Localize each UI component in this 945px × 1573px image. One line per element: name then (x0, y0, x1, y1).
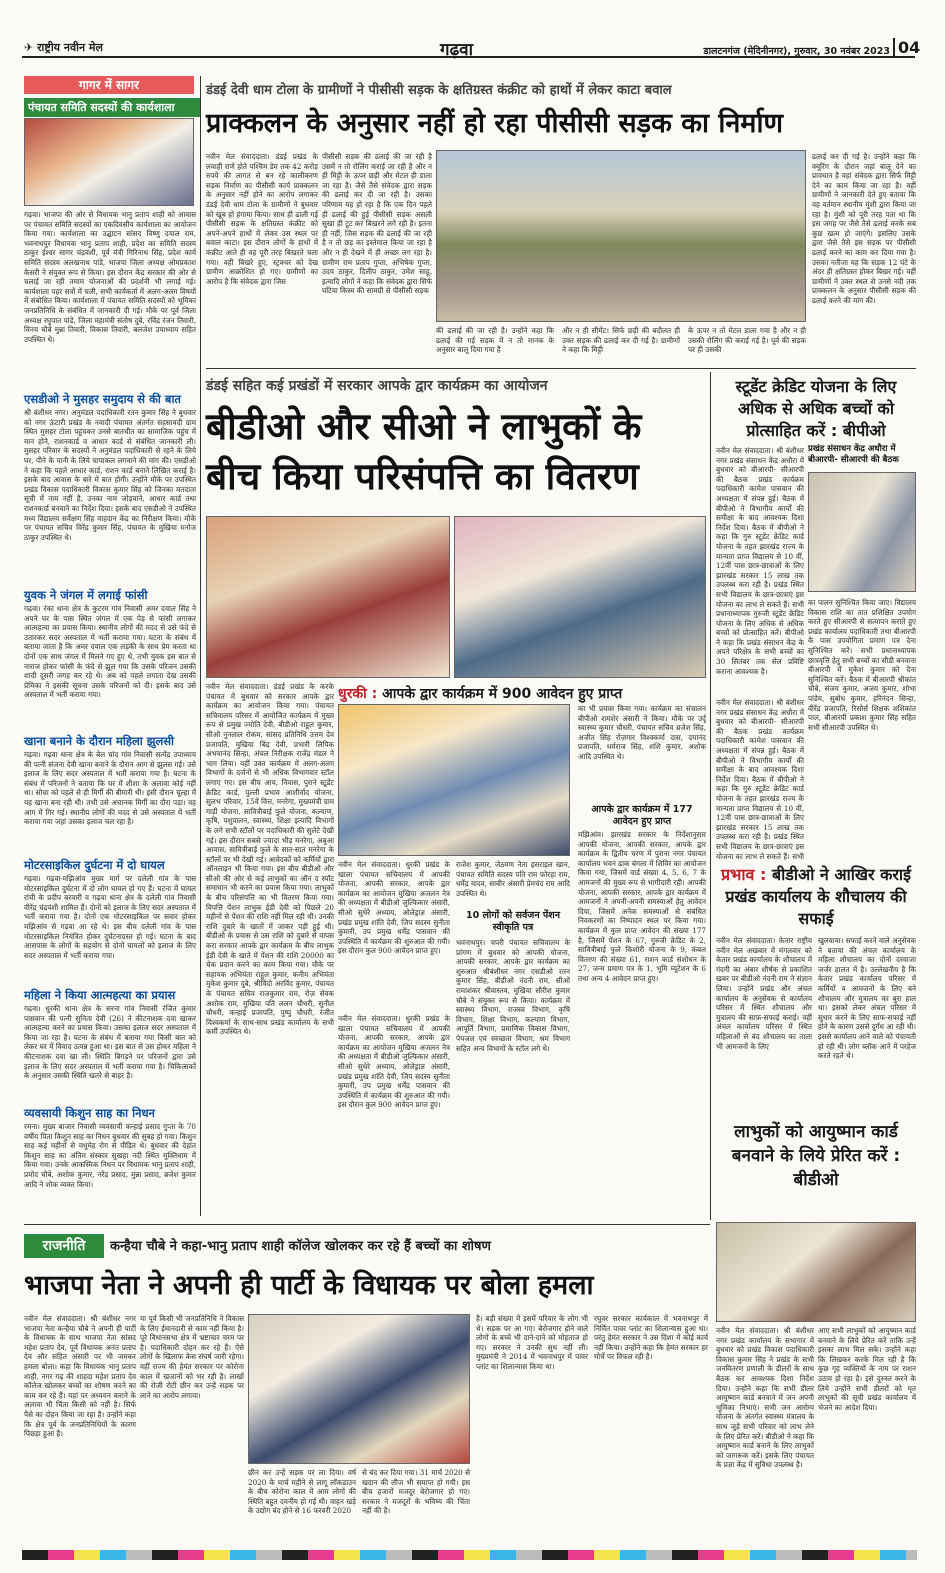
bird-icon: ✈ (24, 41, 34, 54)
left-head-5: मोटरसाइकिल दुर्घटना में दो घायल (24, 858, 165, 872)
right-body-3: नवीन मेल संवाददाता। केतार राष्ट्रीय नवीन मेल अखबार में मंगलवार को केतार प्रखंड कार्यालय के शौचालय में गंदगी का अंबार शीर्षक से प्रकाशित खबर पर बीडीओ नंदनी राम ने संज्ञान लिया। उन्होंने प्रखंड और अंचल कार्यालय के अनुसेवक से कार्यालय परिसर में स्थित शौचालय और मुत्रालय की साफ़-सफाई कराई। वहीं अंचल कार्यालय परिसर में स्थित महिलाओं से बंद शौचालय का ताला भी आमजनों के लिए (716, 936, 812, 1051)
mid-body-1: नवीन मेल संवाददाता। डंडई प्रखंड के करके पंचायत में बुधवार को सरकार आपके द्वार कार्यक्रम का आयोजन किया गया। पंचायत सचिवालय परिसर में आयोजित कार्यक्रम में मुख्य रूप से प्रमुख ज्योति देवी, बीडीओ राहुल कुमार, सीओ नुनलाल रोकम, सांसद प्रतिनिधि उत्तम देव प्रजापति, मुखिया बिंद्र देवी, प्रभारी लिपिक अभयानंद सिन्हा, अंचल निरीक्षक राजेंद्र मंडल ने भाग लिया। वहीं उक्त कार्यक्रम में अलग-अलग विभागों के दर्जनों से भी अधिक विभागवार स्टॉल लगाए गए। इस बीच आय, निवास, पुराने स्टूडेंट क्रेडिट कार्ड, पुल्ली प्रभाव आशीर्वाद योजना, सुलभ परिवार, 15वें वित्त, मनरेगा, मुख्यमंत्री ग्राम गाड़ी योजना, सावित्रीबाई फुले योजना, कल्याण, कृषि, पशुपालन, स्वास्थ्य, शिक्षा इत्यादि विभागों के लगे सभी स्टॉलों पर पदाधिकारी की सुलेटे देखी गई। इस दौरान सबसे ज्यादा भीड़ मनरेगा, अबुआ आवास, सावित्रीबाई फुले के सात-सात मनरेगा के स्टॉलों पर भी देखी गई। आवेदकों को कर्मियों द्वारा ऑनलाइन भी किया गया। इस बीच बीडीओ और सीओ की ओर से कई लाभुकों का ऑन द स्पॉट समाधान भी करने का प्रयास किया गया। लाभुकों के बीच परिसंपत्ति का भी वितरण किया गया। विपत्ति पेंशन लाभुक ईडी देवी को पिछले 20 महीनों से पेंशन की राशि नहीं मिल रही थी। उनकी राशि दुबारे के खातों में जाकर पड़ी हुई थी। बीडीओ के प्रयास से उस राशि को दुबारे से वापस करा सरकार आपके द्वार कार्यक्रम के बीच लाभुक ईडी देवी के खाते में पेंशन की राशि 20000 का चेक प्रदान करने का काम किया गया। मौके पर सहायक अभियंता राहुल कुमार, कनीय अभियंता मुकेश कुमार दुबे, श्रीविंदो अरविंद कुमार, पंचायत के पंचायत सचिव राजकुमार राम, रोज़ सेवक अशोक राम, मुखिया पति ललन चौधरी, सुनील चौधरी, कन्हाई प्रजापति, पुष्पु चौधरी, रंजीत विश्वकर्मा के साथ-साथ प्रखंड कार्यालय के सभी कर्मी उपस्थित थे। (206, 682, 334, 1037)
right-body-5: नवीन मेल संवाददाता। श्री बंशीधर नगर प्रखंड कार्यालय के सभागार में बुधवार को प्रखंड विकास पदाधिकारी विकास कुमार सिंह ने प्रखंड के सभी जनवितरण प्रणाली के डीलरों के साथ बैठक कर आवश्यक दिशा निर्देश दिया। उन्होंने कहा कि सभी डीलर आयुष्मान कार्ड बनवाने में जन अपनी भूमिका निभाएं। सभी जन आरोग्य योजना के अंतर्गत स्वास्थ्य मंत्रालय के साथ जुड़े सभी परिवार को लाभ लेने के लिए प्रेरित करें। बीडीओ ने कहा कि आयुष्मान कार्ड बनाने के लिए लाभुकों को जागरूक करें। इसके लिए पंचायत के प्रज्ञा केंद्र में सुविधा उपलब्ध है। (716, 1326, 814, 1470)
bottom-col-3: छीन कर उन्हें सड़क पर ला दिया। वर्ष 2020 के मार्च महीने से लागू लॉकडाउन के बीच कोरोना काल में आम लोगों की स्थिति बहुत दयनीय हो गई थी। वाहन खड़े के उद्योग बंद होने से 16 फरवरी 2020 (248, 1468, 356, 1516)
left-text-2: श्री बंशीधर नगर। अनुमंडल पदाधिकारी रतन कुमार सिंह ने बुधवार को नगर ऊंटारी प्रखंड के नवादी पंचायत अंतर्गत सहसावदी ग्राम स्थित मुसहर टोला पहुंचकर उनसे बातचीत का सामाजिक पहुंच में मान होने, राशनकार्ड व आधार कार्ड से संबंधित जानकारी ली। मुसहर परिवार के सदस्यों ने अनुमंडल पदाधिकारी से रहने के लिये घर, पीने के पानी के लिये चापाकल लगवाने की मांग की। एसडीओ ने कहा कि पहले आधार कार्ड, राशन कार्ड बनाने लिखित कराई है। इसके बाद आवास के बारे में बात होगी। उन्होंने मौके पर उपस्थित प्रखंड विकास पदाधिकारी विकास कुमार सिंह को जिनका मतदाता सूची में नाम नहीं है, उनका नाम जोड़वाने, आधार कार्ड तथा राशनकार्ड बनवाने का निर्देश दिया। इसके बाद एसडीओ ने उपस्थित मध्य विद्यालय सर्वेक्षण सिंह वाहदान केंद्र का निरीक्षण किया। मौके पर पंचायत सचिव विरेंद्र कुमार सिंह, पंचायत के मुखिया मनोज ठाकुर उपस्थित थे। (24, 408, 196, 542)
right-body-2: का पालन सुनिश्चित किया जाए। विद्यालय विकास राशि का तात प्रशिक्षित उपयोग करते हुए सीआरपी से सत्यापन कराते हुए प्रखंड कार्यालय पदाधिकारी तथा बीआरपी के पास उपयोगिता प्रमाण पत्र देना सुनिश्चित करें। सभी प्रधानाध्यापक छात्रवृत्ति हेतु सभी बच्चों का सीडी बनवाना बीआरपी में मुकेश कुमार को देना सुनिश्चित करें। बैठक में बीआरपी श्रीकांत चौबे, संजय कुमार, अजय कुमार, शोभा पांडेय, सुबोध कुमार, हरिनंदन सिन्हा, वीरेंद्र प्रजापति, रिसोर्स शिक्षक शशिकांत पाल, बीआरपी प्रकाश कुमार सिंह सहित सभी सीआरपी उपस्थित थे। (808, 598, 916, 732)
top-col-2: पीसीसी सड़क की ढलाई की जा रही है उसमें न तो रोलिंग कराई जा रही है और न ही मिट्टी के ऊपर छड़ी और मेटल ही डाला जा रहा है। जैसे तैसे संवेदक द्वारा सड़क की ढलाई कर दी जा रही है। उसका परिणाम यह हो रहा है कि एक दिन पहले ही ढलाई की हुई पीसीसी सड़क असली सुखा ही टूट कर बिखरने लगे रही है। इतना ही नहीं, जिस सड़क की ढलाई की जा रही है न तो छड़ का इस्तेमाल किया जा रहा है और न ही देखने में ही अच्छा लग रहा है। ग्रामीण राम प्रताप गुप्ता, अभिषेक गुप्ता, उदय ठाकुर, दिलीप ठाकुर, उमेश साहू, इत्यादि लोगों ने कहा कि संवेदक द्वारा सिर्फ घटिया किस्म की सामग्री से पीसीसी सड़क (322, 152, 432, 296)
top-headline: प्राक्कलन के अनुसार नहीं हो रहा पीसीसी सड़क का निर्माण (206, 108, 783, 139)
politics-photo (248, 1314, 470, 1464)
right-head-3: लाभुकों को आयुष्मान कार्ड बनवाने के लिये प्रेरित करें : बीडीओ (731, 1122, 901, 1190)
left-text-3: गढ़वा। रंका थाना क्षेत्र के कुटरम गांव निवासी अमर दयाल सिंह ने अपने घर के पास स्थित जंगल में एक पेड़ से फांसी लगाकर आत्महत्या का प्रयास किया। स्थानीय लोगों की मदद से उसे फंदे से उतारकर सदर अस्पताल में भर्ती कराया गया। घटना के संबंध में बताया जाता है कि अमर दयाल एक लड़की के साथ प्रेम करता था दोनों एक साथ जंगल में मिलने गए हुए थे, तभी युवक इस बात से नाराज होकर फांसी के फंदे से झूल गया कि उसके परिजन उसकी शादी दूसरी जगह कर रहे थे। अब को पहले लगाता देख उसकी प्रेमिका ने इसकी सूचना उसके परिजनों को दी। इसके बाद उसे अस्पताल में भर्ती कराया गया। (24, 604, 196, 700)
mid-kicker: डंडई सहित कई प्रखंडों में सरकार आपके द्वार कार्यक्रम का आयोजन (206, 378, 548, 394)
left-head-4: खाना बनाने के दौरान महिला झुलसी (24, 734, 175, 748)
mid-body-2: नवीन मेल संवाददाता। धुरकी प्रखंड के खाला पंचायत सचिवालय में आपकी योजना, आपकी सरकार, आपके द्वार कार्यक्रम का आयोजन मुखिया अजलन नेत्र की अध्यक्षता में बीडीओ जुल्फिकार अंसारी, सीओ सुधेरे अध्याय, ओलेड्राज्ञ अंसारी, प्रखंड प्रमुख शांति देवी, जिप सदस्य सुनीता कुमारी, उप प्रमुख धर्मेंद्र पासवान की उपस्थिति में कार्यक्रम की शुरुआत की गयी। इस दौरान कुल 900 आवेदन प्राप्त हुए। (338, 1014, 450, 1110)
bottom-headline: भाजपा नेता ने अपनी ही पार्टी के विधायक पर बोला हमला (24, 1270, 594, 1301)
left-head-1: पंचायत समिति सदस्यों की कार्यशाला (24, 98, 200, 117)
bottom-col-1: नवीन मेल संवाददाता। श्री बंशीधर नगर भाजपा नेता कन्हैया चौबे ने अपनी ही पार्टी के विधायक के साथ भाजपा नेता सांसद महेश प्रताप देव, पूर्व विधायक अनंत प्रताप देव और सहित अंसारी पर भी जमकर हमला बोला। कहा कि विधायक भानु प्रताप शाही, नगर गढ़ की शाहदा महेश प्रताप देव कॉलेज खोलकर बच्चों का शोषण करने का काम कर रहे हैं। यहां पर अध्ययन कराने के अलावा भी चिंता किसी को नहीं है। सिर्फ पैसे का दोहन किया जा रहा है। उन्होंने कहा कि क्षेत्र पूर्व के जनप्रतिनिधियों के कारण पिछड़ा हुआ है। (24, 1314, 136, 1439)
right-sub-1: प्रखंड संसाधन केंद्र अधौरा में बीआरपी- सीआरपी की बैठक (808, 444, 899, 465)
top-kicker: डंडई देवी धाम टोला के ग्रामीणों ने पीसीसी सड़क के क्षतिग्रस्त कंक्रीट को हाथों में लेकर काटा बवाल (206, 83, 672, 98)
workshop-photo (24, 118, 194, 206)
dhurki-headline: आपके द्वार कार्यक्रम में 900 आवेदन हुए प्राप्त (382, 686, 623, 702)
footer-color-bar (22, 1550, 917, 1560)
column-divider (200, 76, 201, 1216)
dateline: डालटनगंज (मेदिनीनगर), गुरुवार, 30 नवंबर 2023 (703, 46, 890, 57)
bottom-col-2: या पूर्व किसी भी जनप्रतिनिधि ने विकास के लिए ईमानदारी से काम नहीं किया है। पूरे विधानसभा क्षेत्र में भ्रष्टाचार चरम पर है। पदाधिकारी दोहन कर रहे हैं। ऐसे लोगों के खिलाफ केस संघर्ष जारी रहेगा। वहीं राज्य की हेमंत सरकार पर कोरोना काल में खजानों को भर रही है। लाखों की रोजी रोटी छीन कर उन्हें सड़क पर लाने का आरोप लगाया। (140, 1314, 244, 1400)
left-head-7: व्यवसायी किशुन साह का निधन (24, 1106, 155, 1120)
right-body-1: नवीन मेल संवाददाता। श्री बंशीधर नगर प्रखंड संसाधन केंद्र अधौरा में बुधवार को बीआरपी- सीआरपी की बैठक प्रखंड कार्यक्रम पदाधिकारी कामेश पासवान की अध्यक्षता में संपन्न हुई। बैठक में बीपीओ ने विभागीय कार्यों की समीक्षा के बाद आवश्यक दिशा निर्देश दिया। बैठक में बीपीओ ने कहा कि गुरु स्टूडेंट क्रेडिट कार्ड योजना के तहत झारखंड राज्य के मान्यता प्राप्त विद्यालय से 10 वीं, 12वीं पास छात्र-छात्राओं के लिए झारखंड सरकार 15 लाख तक उपलब्ध करा रही है। प्रखंड स्थित सभी विद्यालय के छात्र-छात्राएं इस योजना का लाभ ले सकते हैं। सभी प्रधानाध्यापक गुरुजी स्टूडेंट क्रेडिट योजना के लिए अधिक से अधिक बच्चों को प्रोत्साहित करें। बीपीओ ने कहा कि प्रखंड संसाधन केंद्र के अपने परिक्षेत्र के सभी बच्चों का 30 सितंबर तक सेल प्रविष्टि कराना आवश्यक है। (716, 446, 804, 676)
garhwa-body: मझिआंव। झारखंड सरकार के निर्देशानुसार आपकी योजना, आपकी सरकार, आपके द्वार कार्यक्रम के द्वितीय चरण में पुराना नगर पंचायत कार्यालय भवन ढाक बंगला में शिविर का आयोजन किया गया, जिसमें वार्ड संख्या 4, 5, 6, 7 के आमजनों की मुख्य रूप से भागीदारी रही। आपकी योजना, आपकी सरकार, आपके द्वार कार्यक्रम में आमजनों ने अपनी-अपनी समस्याओं हेतु आवेदन दिया, जिसमें अनेक समस्याओं से संबंधित निवकरणों का निष्पादन स्थल पर किया गया। कार्यक्रम में कुल प्राप्त आवेदन की संख्या 177 है, जिसमें पेंशन के 67, गुरुजी क्रेडिट के 2, सावित्रीबाई फुले किशोरी योजना के 9, कंबल वितरण की संख्या 61, राशन कार्ड संशोधन के 27, जन्म प्रमाण पत्र के 1, भूमि म्यूटेशन के 6 तथा अन्य 4 आवेदन प्राप्त हुए। (578, 830, 706, 983)
top-col-4: और न ही सीमेंट। सिर्फ छड़ी की बदौलत ही उक्त सड़क की ढलाई कर दी गई है। ग्रामीणों ने कहा कि मिट्टी (562, 326, 680, 355)
right-head-2a: बीडीओ ने आखिर (772, 865, 875, 884)
mid-headline: बीडीओ और सीओ ने लाभुकों के बीच किया परिसंपत्ति का वितरण (206, 405, 642, 498)
distribution-photo-2 (454, 516, 706, 678)
top-col-3: की ढलाई की जा रही है। उन्होंने कहा कि ढलाई की गई सड़क में न तो मानक के अनुसार बालू दिया गया है (436, 326, 554, 355)
top-col-6: ढलाई कर दी गई है। उन्होंने कहा कि क्यूरिंग के दौरान जहां बालू देने का प्रावधान है वहां संवेदक द्वारा सिर्फ मिट्टी देने का काम किया जा रहा है। वहीं ग्रामीणों ने जानकारी देते हुए बताया कि वह वर्तमान स्थानीय मुंशी द्वारा किया जा रहा है। मुंशी को पूरी तरह पता था कि इस जगह पर जैसे तैसे ढलाई करके सब कुछ खत्म हो जाएंगे। इसलिए उसके द्वारा जैसे तैसे इस सड़क पर पीसीसी ढलाई करने का काम कर दिया गया है। उसका नतीजा यह कि सड़क 12 घंटे के अंदर ही क्षतिग्रस्त होकर बिखर गई। वहीं ग्रामीणों ने उक्त स्थल से उनसे नदी तक प्राक्कलन के अनुसार पीसीसी सड़क की ढलाई करने की मांग की। (812, 152, 916, 305)
villagers-photo (436, 150, 806, 322)
politics-tag: राजनीति (24, 1234, 104, 1258)
section-title: गढ़वा (440, 40, 473, 60)
distribution-photo-1 (206, 516, 450, 678)
left-text-4: गढ़वा। गढ़वा थाना क्षेत्र के बेल चांद गांव निवासी सत्येंद्र उपाध्याय की पत्नी संजना देवी खाना बनाने के दौरान आग से झुलस गई। उसे इलाज के लिए सदर अस्पताल में भर्ती कराया गया है। घटना के संबंध में परिजनों ने बताया कि घर में शीशा के अलावा कोई नहीं था। सोचा को पहले से ही मिर्गी की बीमारी थी। इसी दौरान चूल्हा में यह खाना बना रही थी। तभी उसे अचानक मिर्गी का दौरा पड़ा। वह आग में गिर गई। स्थानीय लोगों की मदद से उसे अस्पताल में भर्ती कराया गया जहां उसका इलाज चल रहा है। (24, 750, 196, 827)
dhurki-head (338, 684, 708, 703)
left-text-5: गढ़वा। गढ़वा-मझिआंव मुख्य मार्ग पर दलेली गांव के पास मोटरसाइकिल दुर्घटना में दो लोग घायल हो गए हैं। घटना में घायल रांची के प्रदीप बरवारी व गढ़वा थाना क्षेत्र के दलेली गांव निवासी वीरेंद्र चंद्रवंशी शामिल हैं। दोनों को इलाज के लिए सदर अस्पताल में भर्ती कराया गया है। दोनों एक मोटरसाइकिल पर सवार होकर मझिआंव से गढ़वा आ रहे थे। इस बीच दलेली गांव के पास मोटरसाइकिल नियंत्रित होकर दुर्घटनाग्रस्त हो गई। घटना के बाद आसपास के लोगों के सहयोग से दोनों घायलों को इलाज के लिए सदर अस्पताल में भर्ती कराया गया। (24, 874, 196, 960)
meeting-photo (808, 472, 916, 592)
mid-divider (710, 372, 711, 1220)
left-text-1: गढ़वा। भाजपा की ओर से विधायक भानु प्रताप शाही को आवास पर पंचायत समिति सदस्यों का एकदिवसीय कार्यशाला का आयोजन किया गया। कार्यशाला का उद्घाटन सांसद विष्णु दयाल राम, भवनाथपुर विधायक भानु प्रताप शाही, प्रदेश का समिति सदस्य ठाकुर ईश्वर सागर चंद्रवंशी, पूर्व मंत्री गिरिनाथ सिंह, प्रदेश कार्य समिति सदस्य अलखनाथ पांडे, भाजपा जिला अध्यक्ष ओमप्रकाश केसरी ने संयुक्त रूप से किया। इस दौरान केंद्र सरकार की ओर से चलाई जा रही तमाम योजनाओं की प्रदर्शनी भी लगाई गई। कार्यशाला पहर सत्रों में चली, सभी कार्यकर्ता में अलग-अलग विषयों में संबोधित किया। कार्यशाला में पंचायत समिति सदस्यों को भूमिका जनप्रतिनिधि के संबंधित में जानकारी दी गई। मौके पर पूर्व जिला अध्यक्ष रघुपात पांडे, जिला महामंत्री संतोष दुबे, रविंद्र रंजन तिवारी, विनय चौबे मुन्ना तिवारी, विकास तिवारी, बलजेश उपाध्याय सहित उपस्थित थे। (24, 210, 196, 344)
left-text-6: गढ़वा। धुरकी थाना क्षेत्र के सरना गांव निवासी रंजित कुमार पासवान की पत्नी सुनिता देवी (26) ने कीटनाशक दवा खाकर आत्महत्या करने का प्रयास किया। उसका इलाज सदर अस्पताल में किया जा रहा है। घटना के संबंध में बताया गया किसी बात को लेकर घर में विवाद उत्पन्न हुआ था। इस बात से उस होकर महिला ने कीटनाशक दवा खा ली। स्थिति बिगड़ने पर परिजनों द्वारा उसे इलाज के लिए सदर अस्पताल में भर्ती कराया गया है। चिकित्सकों के अनुसार उसकी स्थिति खतरे से बाहर है। (24, 1004, 196, 1081)
left-text-7: रमना। मुख्य बाजार निवासी व्यवसायी कन्हाई प्रसाद गुप्ता के 70 वर्षीय पिता किशुन साह का निधन बुधवार की सुबह हो गया। किशुन साह कई महीनों से मधुमेह रोग से पीड़ित थे। बुधवार की देहांत किशुन साह का अंतिम संस्कार सुखहा नदी स्थित मुक्तिधाम में किया गया। उनके आकस्मिक निधन पर विधायक भानु प्रताप शाही, प्रमोद चौबे, अशोक कुमार, नरेंद्र प्रसाद, मुन्ना प्रसाद, ब्रजेश कुमार आदि ने शोक व्यक्त किया। (24, 1122, 196, 1189)
bottom-col-4: से बंद कर दिया गया। 31 मार्च 2020 से खदान की लीज भी समाप्त हो गयी। इस बीच हजारों मजदूर बेरोजगार हो गए। सरकार ने मजदूरों के भविष्य की चिंता नहीं की है। (362, 1468, 470, 1516)
pension-head: 10 लोगों को सर्वजन पेंशन स्वीकृति पत्र (465, 910, 561, 933)
top-col-1: नवीन मेल संवाददाता। डंडई प्रखंड के लवाही राणे होते पश्चिम डेम तक 42 करोड़ रुपये की लागत से बन रहे कालीकरण सड़क निर्माण का पीसीसी कार्य प्राक्कलन के अनुसार नहीं होने का आरोप लगाकर डंडई देवी धाम टोला के ग्रामीणों ने बुधवार को खूब हो हंगामा किया। साथ ही ढाली गई पीसीसी सड़क के क्षतिग्रस्त कंक्रीट को अपने-अपने हाथों में लेकर उस स्थल पर बवाल काटा। इस दौरान लोगों के हाथों में कंक्रीट आते ही वह पूरी तरह बिखरते चला गया। वहीं बिखरे हुए, स्ट्रक्चर को देख ग्रामीण आक्रोशित हो गए। ग्रामीणों का आरोप है कि संवेदक द्वारा जिस (206, 152, 318, 286)
bottom-divider (24, 1224, 710, 1225)
prabhav-label: प्रभाव : (721, 865, 767, 884)
left-head-3: युवक ने जंगल में लगाई फांसी (24, 588, 148, 602)
bottom-kicker: कन्हैया चौबे ने कहा-भानु प्रताप शाही कॉलेज खोलकर कर रहे हैं बच्चों का शोषण (110, 1239, 491, 1254)
bottom-col-5: है। बड़ी संख्या में इसमें परिवार के लोग भी थे। सड़क पर आ गए। बेरोजगार होने वाले लोगों के बच्चे भी दाने-दाने को मोहताज हो गए। सरकार ने उनकी सुध नहीं ली। मुख्यमंत्री ने 2014 में भवनाथपुर में पावर प्लांट का शिलान्यास किया था। (476, 1314, 588, 1371)
column-banner: गागर में सागर (24, 76, 194, 94)
right-head-2 (716, 864, 916, 930)
bottom-col-6: रघुवर सरकार कार्यकाल में भवनाथपुर में निर्मित पावर प्लांट का शिलान्यास हुआ था। परंतु हेमंत सरकार ने उस दिशा में कोई कार्य नहीं किया। उन्होंने कहा कि हेमंत सरकार हर मोर्चे पर विफल रही है। (594, 1314, 708, 1362)
right-body-4: खुलवाया। सफाई करने वाले अनुसेवक ने बताया की अंचल कार्यालय के महिला शौचालय का दोनों दरवाजा जर्जर हालत में है। उल्लेखनीय है कि केतार प्रखंड कार्यालय परिसर में कर्मियों व आमजनों के लिए बने शौचालय और मुत्रालय का बुरा हाल था। इसको लेकर अंचल परिसर में सुधार करने के लिए साफ-सफाई नहीं होने के कारण उससे दुर्गंध आ रही थी। इससे कार्यालय आने वाले को पंचायती हो रही थी। लोग ब्लॉक आने में परहेज करते रहते थे। (818, 936, 916, 1061)
pension-body: भवनाथपुर। चपरी पंचायत सचिवालय के प्रांगण में बुधवार को आपकी योजना, आपकी सरकार, आपके द्वार कार्यक्रम का शुरुआत श्रीबंशीधर नगर एसडीओ रतन कुमार सिंह, बीडीओ नंदनी राम, सीओ रामाशंकर श्रीवास्तव, मुखिया सौरीश कुमार चौबे ने संयुक्त रूप से किया। कार्यक्रम में स्वास्थ्य विभाग, राजस्व विभाग, कृषि विभाग, शिक्षा विभाग, कल्याण विभाग, आपूर्ति विभाग, प्रमाणिक विकास विभाग, पेयजल एवं स्वच्छता विभाग, श्रम विभाग सहित अन्य विभागों के स्टॉल लगे थे। (456, 938, 570, 1053)
right-head-2b: कराई प्रखंड कार्यालय के शौचालय की सफाई (725, 865, 911, 928)
dhurki-names: राजेश कुमार, जेठमण नेता इसराइल खान, पंचायत समिति सदस्य पति राम फ़ोरहा राम, धर्मेंद्र यादव, साबीर अंसारी प्रेमचंद राम आदि उपस्थित थे। (456, 860, 570, 898)
left-head-6: महिला ने किया आत्महत्या का प्रयास (24, 988, 176, 1002)
right-body-6: आए सभी लाभुकों को आयुष्मान कार्ड बनवाने के लिये प्रेरित करें ताकि उन्हें इसका लाभ मिल सके। उन्होंने कहा कि लिखकर करके मिल रही है कि कुछ गृह व्यक्तियों के नाम पर राशन उठाव हो रहा है। इसे दुरुस्त करने के लिये उन्होंने सभी डीलरों को मृत लाभुकों की सूची प्रखंड कार्यालय में भेजने का आदेश दिया। (818, 1326, 916, 1412)
garhwa-head: आपके द्वार कार्यक्रम में 177 आवेदन हुए प्राप्त (591, 804, 693, 827)
left-head-2: एसडीओ ने मुसहर समुदाय से की बात (24, 392, 181, 406)
dhurki-label: धुरकी : (338, 686, 378, 702)
top-divider (206, 368, 916, 369)
right-body-1b: नवीन मेल संवाददाता। श्री बंशीधर नगर प्रखंड संसाधन केंद्र अधौरा में बुधवार को बीआरपी- सीआरपी की बैठक प्रखंड कार्यक्रम पदाधिकारी कामेश पासवान की अध्यक्षता में संपन्न हुई। बैठक में बीपीओ ने विभागीय कार्यों की समीक्षा के बाद आवश्यक दिशा निर्देश दिया। बैठक में बीपीओ ने कहा कि गुरु स्टूडेंट क्रेडिट कार्ड योजना के तहत झारखंड राज्य के मान्यता प्राप्त विद्यालय से 10 वीं, 12वीं पास छात्र-छात्राओं के लिए झारखंड सरकार 15 लाख तक उपलब्ध करा रही है। प्रखंड स्थित सभी विद्यालय के छात्र-छात्राएं इस योजना का लाभ ले सकते हैं। सभी (716, 698, 804, 860)
logo: ✈ राष्ट्रीय नवीन मेल (24, 41, 103, 54)
dhurki-caption: नवीन मेल संवाददाता। धुरकी प्रखंड के खाला पंचायत सचिवालय में आपकी योजना, आपकी सरकार, आपके द्वार कार्यक्रम का आयोजन मुखिया अजलन नेत्र की अध्यक्षता में बीडीओ जुल्फिकार अंसारी, सीओ सुधेरे अध्याय, ओलेड्राज्ञ अंसारी, प्रखंड प्रमुख शांति देवी, जिप सदस्य सुनीता कुमारी, उप प्रमुख धर्मेंद्र पासवान की उपस्थिति में कार्यक्रम की शुरुआत की गयी। इस दौरान कुल 900 आवेदन प्राप्त हुए। (338, 860, 450, 956)
page-number: 04 (893, 38, 920, 57)
dhurki-photo (338, 704, 570, 856)
ayushman-photo (716, 1222, 916, 1322)
mid-caption-2: का भी प्रयास किया गया। कार्यक्रम का संचालन बीपीओ शमशेर अंसारी ने किया। मौके पर उर्दू स्वास्थ्य कुमार चौधरी, पंचायत सचिव ब्रजेश सिंह, अजीत सिंह रोज़गार विश्वकर्मा दास, दयानंद प्रजापति, धर्मराज सिंह, शशि कुमार, अशोक आदि उपस्थित थे। (578, 704, 706, 761)
top-col-5: के ऊपर न तो मेटल डाला गया है और न ही उसकी रोलिंग की कराई गई है। पूर्व की सड़क पर ही उसकी (688, 326, 806, 355)
right-head-1: स्टूडेंट क्रेडिट योजना के लिए अधिक से अधिक बच्चों को प्रोत्साहित करें : बीपीओ (735, 377, 897, 440)
